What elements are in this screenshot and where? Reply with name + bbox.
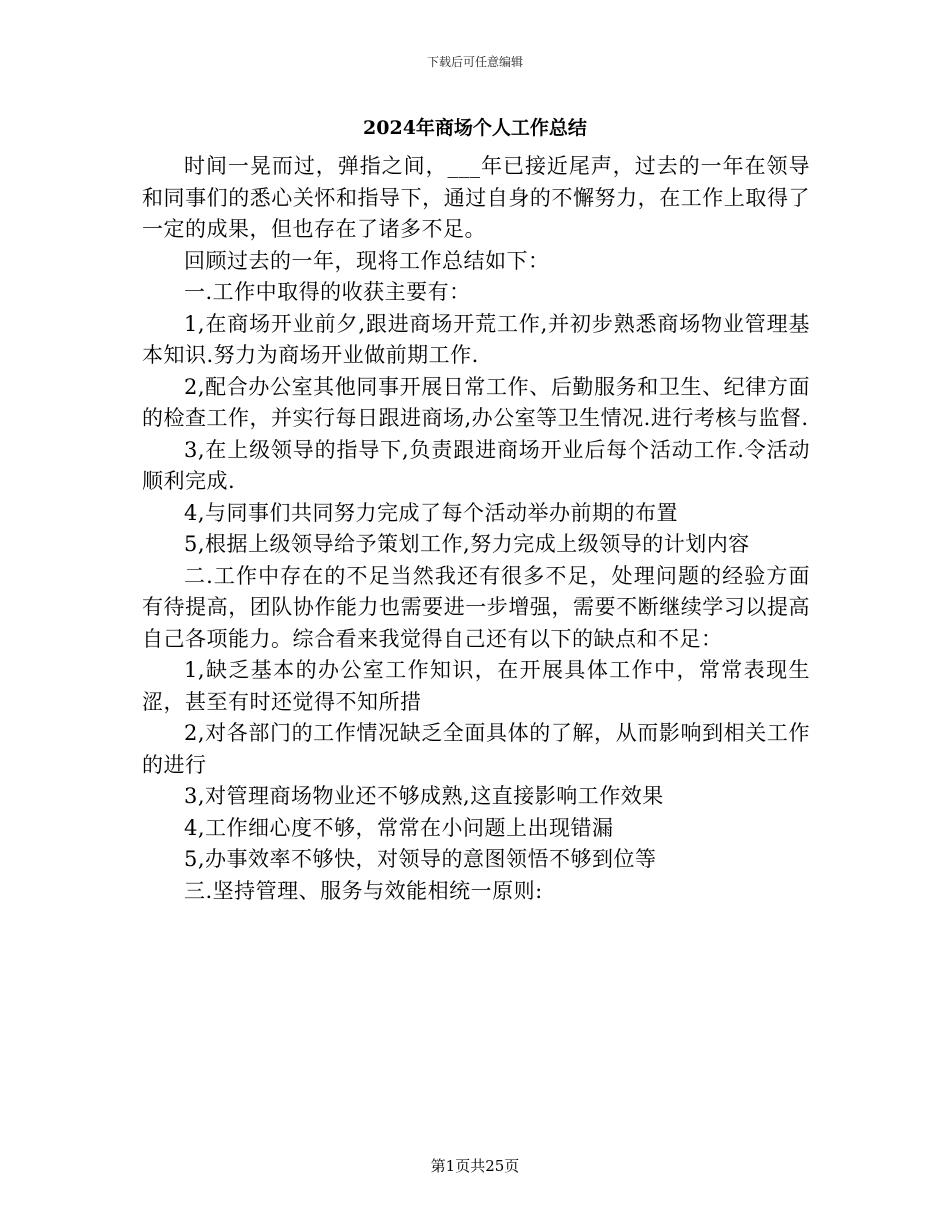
section-heading-gains: 一.工作中取得的收获主要有： [184,280,471,304]
shortcoming-item-3: 3,对管理商场物业还不够成熟,这直接影响工作效果 [184,784,664,808]
section-heading-shortcomings: 二.工作中存在的不足当然我还有很多不足，处理问题的经验方面有待提高，团队协作能力也需要进一步增强，需要不断继续学习以提高自己各项能力。综合看来我觉得自己还有以下的缺点和不足： [142,563,810,651]
gain-item-5: 5,根据上级领导给予策划工作,努力完成上级领导的计划内容 [184,532,750,556]
gain-item-3: 3,在上级领导的指导下,负责跟进商场开业后每个活动工作.令活动顺利完成. [142,437,810,493]
shortcoming-item-1: 1,缺乏基本的办公室工作知识，在开展具体工作中，常常表现生涩，甚至有时还觉得不知所措 [142,658,810,714]
paragraph-intro: 时间一晃而过，弹指之间，___年已接近尾声，过去的一年在领导和同事们的悉心关怀和指导下，通过自身的不懈努力，在工作上取得了一定的成果，但也存在了诸多不足。 [142,154,810,241]
shortcoming-item-5: 5,办事效率不够快，对领导的意图领悟不够到位等 [184,847,657,871]
shortcoming-item-2: 2,对各部门的工作情况缺乏全面具体的了解，从而影响到相关工作的进行 [142,721,810,777]
shortcoming-item-4: 4,工作细心度不够，常常在小问题上出现错漏 [184,815,614,840]
section-heading-principles: 三.坚持管理、服务与效能相统一原则: [184,878,543,903]
header-note: 下载后可任意编辑 [426,55,523,69]
page-number-footer: 第1页共25页 [430,1157,520,1175]
paragraph-review: 回顾过去的一年，现将工作总结如下： [184,248,550,273]
document-title: 2024年商场个人工作总结 [363,117,587,139]
gain-item-4: 4,与同事们共同努力完成了每个活动举办前期的布置 [184,500,679,525]
document-body [142,151,810,907]
gain-item-1: 1,在商场开业前夕,跟进商场开荒工作,并初步熟悉商场物业管理基本知识.努力为商场开业做前期工作. [142,311,810,367]
gain-item-2: 2,配合办公室其他同事开展日常工作、后勤服务和卫生、纪律方面的检查工作，并实行每日跟进商场,办公室等卫生情况.进行考核与监督. [142,374,810,430]
